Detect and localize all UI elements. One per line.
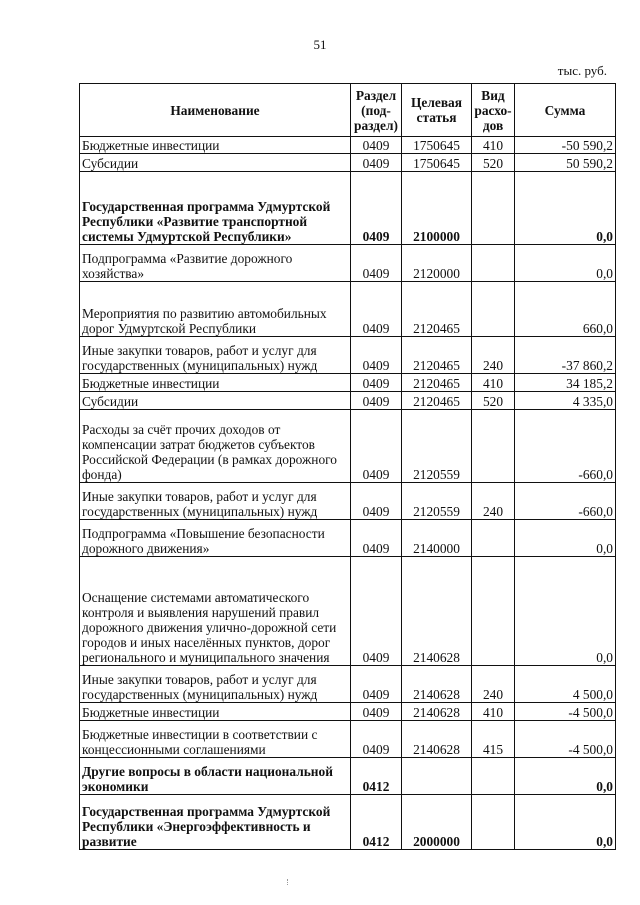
table-row: [80, 374, 616, 392]
row-target-cell: 2120559: [402, 483, 472, 520]
row-section-cell: 0409: [351, 557, 402, 666]
table-row: [80, 282, 616, 337]
table-row: [80, 557, 616, 666]
row-name-cell: Оснащение системами автоматического контроля и выявления нарушений правил дорожного движения улично-дорожной сети городов и иных населённых пунктов, дорог регионального и муниципального значения: [80, 557, 351, 666]
row-sum-cell: 50 590,2: [515, 154, 616, 172]
header-kind: Вид расхо- дов: [472, 84, 515, 137]
row-kind-cell: 410: [472, 703, 515, 721]
table-row: [80, 483, 616, 520]
header-target: Целевая статья: [402, 84, 472, 137]
row-target-cell: 2120465: [402, 374, 472, 392]
row-target-cell: 2000000: [402, 795, 472, 850]
row-target-cell: 2120465: [402, 392, 472, 410]
row-section-cell: 0409: [351, 172, 402, 245]
row-name-cell: Другие вопросы в области национальной экономики: [80, 758, 351, 795]
row-target-cell: 2120559: [402, 410, 472, 483]
row-name-cell: Подпрограмма «Развитие дорожного хозяйства»: [80, 245, 351, 282]
row-name-cell: Бюджетные инвестиции: [80, 137, 351, 154]
header-name: Наименование: [80, 84, 351, 137]
row-section-cell: 0409: [351, 374, 402, 392]
row-section-cell: 0409: [351, 137, 402, 154]
row-section-cell: 0409: [351, 154, 402, 172]
row-section-cell: 0409: [351, 703, 402, 721]
row-kind-cell: 520: [472, 392, 515, 410]
row-sum-cell: 4 500,0: [515, 666, 616, 703]
row-kind-cell: [472, 245, 515, 282]
table-header-row: [80, 84, 616, 137]
row-name-cell: Иные закупки товаров, работ и услуг для государственных (муниципальных) нужд: [80, 337, 351, 374]
row-sum-cell: 0,0: [515, 172, 616, 245]
row-sum-cell: 0,0: [515, 520, 616, 557]
row-kind-cell: 415: [472, 721, 515, 758]
row-section-cell: 0409: [351, 245, 402, 282]
row-sum-cell: 4 335,0: [515, 392, 616, 410]
row-kind-cell: 520: [472, 154, 515, 172]
row-section-cell: 0409: [351, 392, 402, 410]
row-sum-cell: 660,0: [515, 282, 616, 337]
row-target-cell: 1750645: [402, 154, 472, 172]
row-name-cell: Иные закупки товаров, работ и услуг для государственных (муниципальных) нужд: [80, 666, 351, 703]
row-sum-cell: -4 500,0: [515, 703, 616, 721]
row-name-cell: Мероприятия по развитию автомобильных дорог Удмуртской Республики: [80, 282, 351, 337]
row-kind-cell: [472, 557, 515, 666]
row-kind-cell: 410: [472, 137, 515, 154]
row-name-cell: Государственная программа Удмуртской Республики «Энергоэффективность и развитие: [80, 795, 351, 850]
row-section-cell: 0409: [351, 666, 402, 703]
row-target-cell: [402, 758, 472, 795]
row-name-cell: Субсидии: [80, 392, 351, 410]
row-sum-cell: 0,0: [515, 245, 616, 282]
row-sum-cell: 0,0: [515, 557, 616, 666]
row-target-cell: 2140628: [402, 703, 472, 721]
row-sum-cell: -660,0: [515, 483, 616, 520]
row-kind-cell: 240: [472, 483, 515, 520]
table-row: [80, 758, 616, 795]
page-number: 51: [313, 37, 327, 52]
row-name-cell: Иные закупки товаров, работ и услуг для государственных (муниципальных) нужд: [80, 483, 351, 520]
row-sum-cell: 0,0: [515, 795, 616, 850]
table-row: [80, 721, 616, 758]
row-kind-cell: [472, 758, 515, 795]
row-section-cell: 0409: [351, 721, 402, 758]
row-target-cell: 2120465: [402, 282, 472, 337]
row-section-cell: 0412: [351, 758, 402, 795]
row-section-cell: 0409: [351, 483, 402, 520]
row-sum-cell: -37 860,2: [515, 337, 616, 374]
row-sum-cell: -660,0: [515, 410, 616, 483]
row-kind-cell: [472, 172, 515, 245]
table-row: [80, 337, 616, 374]
table-row: [80, 137, 616, 154]
row-kind-cell: 240: [472, 337, 515, 374]
row-kind-cell: [472, 282, 515, 337]
table-row: [80, 410, 616, 483]
row-section-cell: 0409: [351, 520, 402, 557]
row-sum-cell: -4 500,0: [515, 721, 616, 758]
row-sum-cell: 0,0: [515, 758, 616, 795]
units-label: тыс. руб.: [557, 63, 607, 78]
table-row: [80, 154, 616, 172]
row-name-cell: Подпрограмма «Повышение безопасности дорожного движения»: [80, 520, 351, 557]
row-target-cell: 2140628: [402, 666, 472, 703]
row-kind-cell: 240: [472, 666, 515, 703]
row-target-cell: 2140000: [402, 520, 472, 557]
table-row: [80, 795, 616, 850]
row-section-cell: 0409: [351, 410, 402, 483]
row-kind-cell: [472, 795, 515, 850]
header-section: Раздел (под- раздел): [351, 84, 402, 137]
table-row: [80, 666, 616, 703]
row-kind-cell: 410: [472, 374, 515, 392]
row-target-cell: 2120000: [402, 245, 472, 282]
row-name-cell: Расходы за счёт прочих доходов от компенсации затрат бюджетов субъектов Российской Федерации (в рамках дорожного фонда): [80, 410, 351, 483]
row-name-cell: Бюджетные инвестиции: [80, 374, 351, 392]
row-kind-cell: [472, 520, 515, 557]
row-name-cell: Бюджетные инвестиции: [80, 703, 351, 721]
budget-table: [79, 83, 616, 850]
row-target-cell: 2100000: [402, 172, 472, 245]
table-row: [80, 392, 616, 410]
row-section-cell: 0412: [351, 795, 402, 850]
margin-mark: [287, 879, 294, 885]
row-target-cell: 1750645: [402, 137, 472, 154]
row-name-cell: Субсидии: [80, 154, 351, 172]
row-name-cell: Бюджетные инвестиции в соответствии с концессионными соглашениями: [80, 721, 351, 758]
row-name-cell: Государственная программа Удмуртской Республики «Развитие транспортной системы Удмуртской Республики»: [80, 172, 351, 245]
row-sum-cell: 34 185,2: [515, 374, 616, 392]
row-section-cell: 0409: [351, 282, 402, 337]
table-row: [80, 703, 616, 721]
header-sum: Сумма: [515, 84, 616, 137]
row-target-cell: 2120465: [402, 337, 472, 374]
table-row: [80, 172, 616, 245]
row-target-cell: 2140628: [402, 721, 472, 758]
row-target-cell: 2140628: [402, 557, 472, 666]
table-row: [80, 520, 616, 557]
table-row: [80, 245, 616, 282]
row-section-cell: 0409: [351, 337, 402, 374]
row-sum-cell: -50 590,2: [515, 137, 616, 154]
row-kind-cell: [472, 410, 515, 483]
